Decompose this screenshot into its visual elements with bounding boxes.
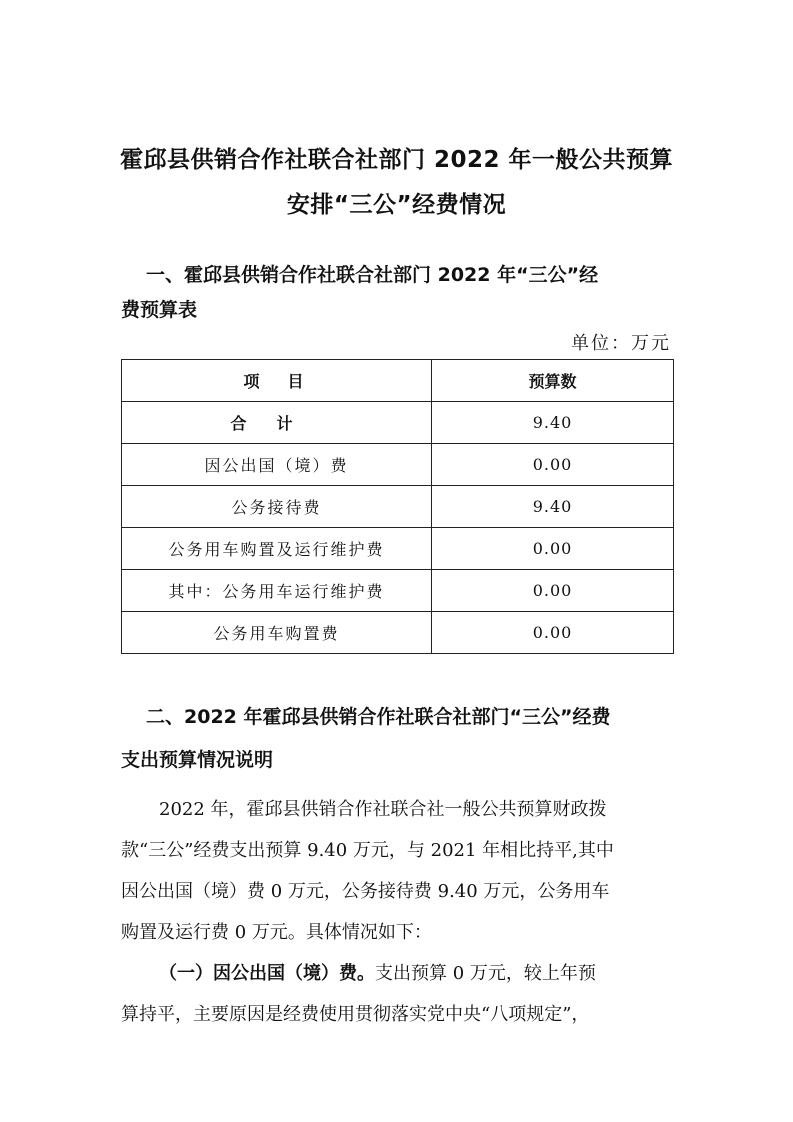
paragraph-1-line: 2022 年，霍邱县供销合作社联合社一般公共预算财政拨	[159, 799, 607, 820]
document-title-line-2: 安排“三公”经费情况	[286, 192, 507, 218]
row-value-vehicle-total: 0.00	[432, 528, 674, 570]
explanation-paragraph-2	[121, 953, 673, 1035]
paragraph-2-line: 算持平，主要原因是经费使用贯彻落实党中央“八项规定”，	[121, 1004, 590, 1025]
unit-label: 单位：万元	[571, 333, 671, 354]
section-1-heading: 一、霍邱县供销合作社联合社部门 2022 年“三公”经	[146, 264, 599, 286]
row-label-reception: 公务接待费	[122, 486, 432, 528]
table-row	[122, 612, 674, 654]
table-row	[122, 570, 674, 612]
section-1-heading-continued: 费预算表	[121, 299, 198, 321]
row-label-vehicle-total: 公务用车购置及运行维护费	[122, 528, 432, 570]
table-row	[122, 444, 674, 486]
section-2-heading-continued: 支出预算情况说明	[121, 749, 274, 771]
paragraph-1-line: 购置及运行费 0 万元。具体情况如下：	[121, 922, 432, 943]
header-budget-amount: 预算数	[432, 360, 674, 402]
header-item: 项 目	[122, 360, 432, 402]
section-2-heading: 二、2022 年霍邱县供销合作社联合社部门“三公”经费	[146, 706, 611, 728]
row-value-reception: 9.40	[432, 486, 674, 528]
row-label-vehicle-purchase: 公务用车购置费	[122, 612, 432, 654]
overseas-travel-lead: （一）因公出国（境）费。	[159, 963, 375, 984]
row-label-vehicle-operation: 其中：公务用车运行维护费	[122, 570, 432, 612]
paragraph-1-line: 款“三公”经费支出预算 9.40 万元，与 2021 年相比持平,其中	[121, 840, 614, 861]
row-value-overseas-travel: 0.00	[432, 444, 674, 486]
paragraph-1-line: 因公出国（境）费 0 万元，公务接待费 9.40 万元，公务用车	[121, 881, 610, 902]
row-label-overseas-travel: 因公出国（境）费	[122, 444, 432, 486]
table-row	[122, 402, 674, 444]
table-header-row	[122, 360, 674, 402]
row-value-vehicle-operation: 0.00	[432, 570, 674, 612]
table-row	[122, 528, 674, 570]
explanation-paragraph-1	[121, 789, 673, 953]
document-title-line-1: 霍邱县供销合作社联合社部门 2022 年一般公共预算	[119, 147, 674, 173]
row-value-total: 9.40	[432, 402, 674, 444]
three-public-budget-table	[121, 359, 674, 654]
table-row	[122, 486, 674, 528]
row-value-vehicle-purchase: 0.00	[432, 612, 674, 654]
paragraph-2-line: 支出预算 0 万元，较上年预	[375, 963, 596, 984]
paragraph-2-first-line	[121, 953, 673, 994]
row-label-total: 合计	[122, 402, 432, 444]
